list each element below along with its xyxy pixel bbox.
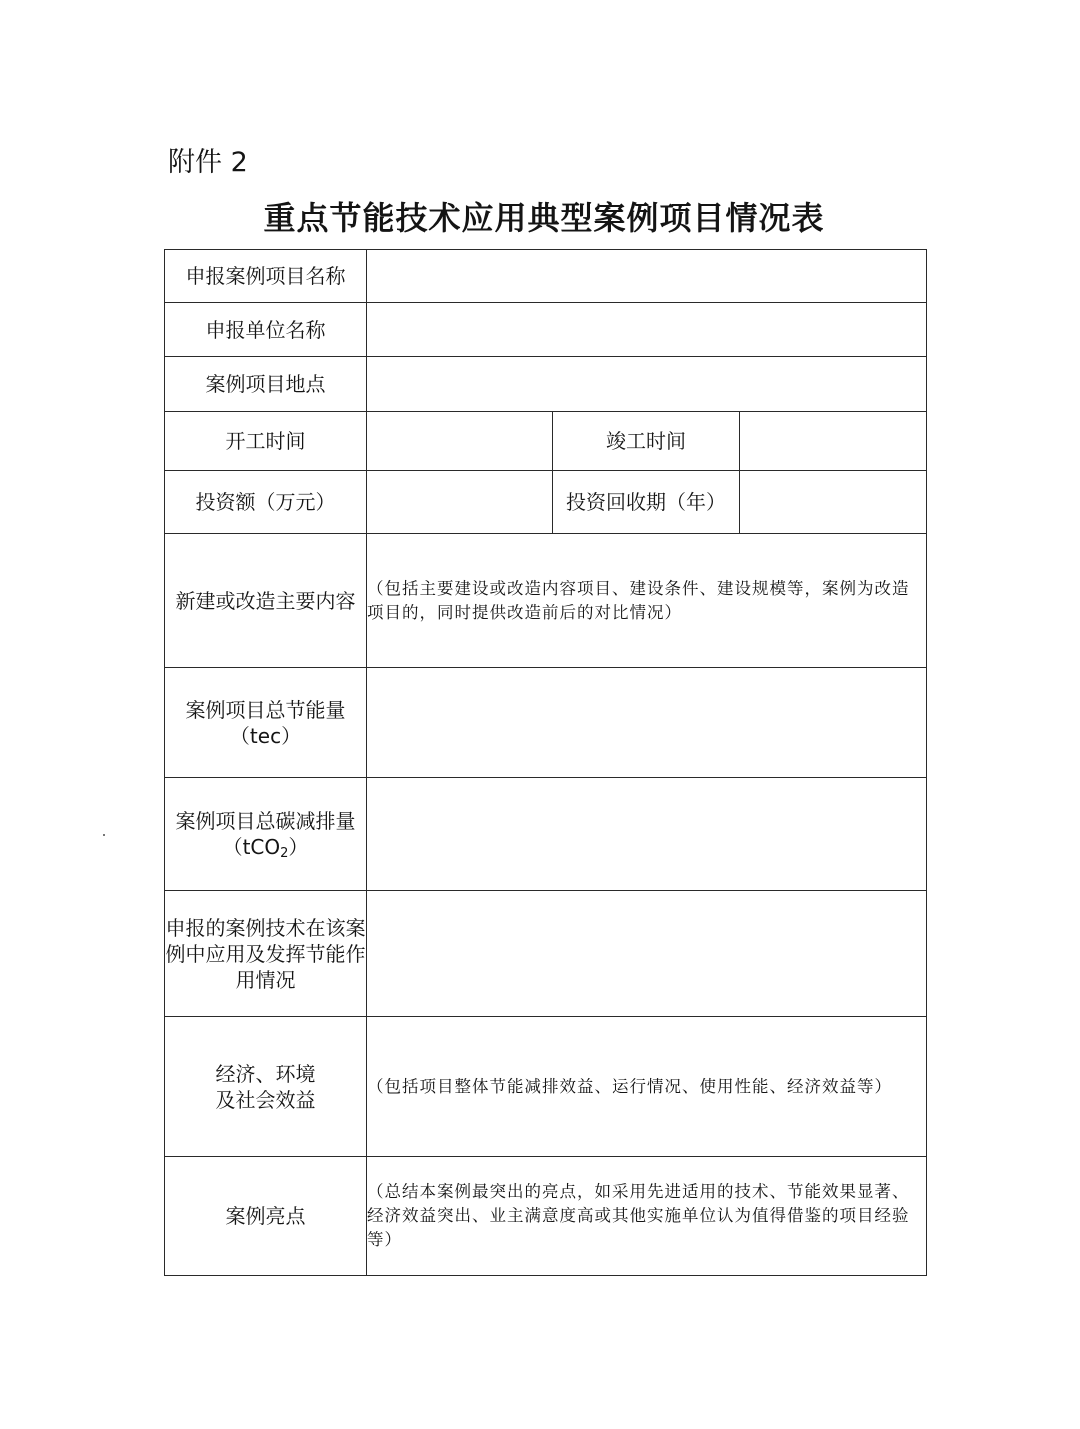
- unit-name-field[interactable]: [367, 303, 927, 357]
- location-label: 案例项目地点: [165, 357, 367, 412]
- benefits-field[interactable]: （包括项目整体节能减排效益、运行情况、使用性能、经济效益等）: [367, 1017, 927, 1157]
- energy-saving-field[interactable]: [367, 668, 927, 778]
- attachment-label: 附件 2: [168, 147, 248, 178]
- main-content-label: 新建或改造主要内容: [165, 534, 367, 668]
- benefits-label-line1: 经济、环境: [215, 1061, 316, 1086]
- payback-field[interactable]: [740, 471, 927, 534]
- carbon-reduction-label-main: 案例项目总碳减排量: [175, 809, 356, 833]
- investment-field[interactable]: [367, 471, 553, 534]
- tech-application-field[interactable]: [367, 891, 927, 1017]
- table-row: [165, 1157, 927, 1276]
- energy-saving-label-unit: （tec）: [229, 723, 302, 748]
- project-name-label: 申报案例项目名称: [165, 250, 367, 303]
- investment-label: 投资额（万元）: [165, 471, 367, 534]
- carbon-unit-subscript: 2: [280, 846, 289, 861]
- table-row: [165, 471, 927, 534]
- payback-label: 投资回收期（年）: [553, 471, 740, 534]
- benefits-label-line2: 及社会效益: [215, 1087, 316, 1112]
- unit-name-label: 申报单位名称: [165, 303, 367, 357]
- carbon-unit-suffix: ）: [288, 835, 309, 859]
- table-row: [165, 891, 927, 1017]
- case-info-table: [164, 249, 927, 1276]
- benefits-label: [165, 1017, 367, 1157]
- project-name-field[interactable]: [367, 250, 927, 303]
- carbon-reduction-label: [165, 778, 367, 891]
- table-row: [165, 1017, 927, 1157]
- start-time-field[interactable]: [367, 412, 553, 471]
- table-row: [165, 668, 927, 778]
- table-row: [165, 412, 927, 471]
- location-field[interactable]: [367, 357, 927, 412]
- table-row: [165, 778, 927, 891]
- highlights-label: 案例亮点: [165, 1157, 367, 1276]
- completion-time-label: 竣工时间: [553, 412, 740, 471]
- scan-speck: [103, 834, 105, 836]
- start-time-label: 开工时间: [165, 412, 367, 471]
- tech-application-label: 申报的案例技术在该案例中应用及发挥节能作用情况: [165, 891, 367, 1017]
- table-row: [165, 357, 927, 412]
- carbon-unit-prefix: （tCO: [222, 835, 281, 859]
- table-row: [165, 303, 927, 357]
- energy-saving-label: [165, 668, 367, 778]
- table-row: [165, 250, 927, 303]
- highlights-field[interactable]: （总结本案例最突出的亮点，如采用先进适用的技术、节能效果显著、经济效益突出、业主满意度高或其他实施单位认为值得借鉴的项目经验等）: [367, 1157, 927, 1276]
- table-row: [165, 534, 927, 668]
- energy-saving-label-main: 案例项目总节能量: [185, 697, 346, 722]
- carbon-reduction-field[interactable]: [367, 778, 927, 891]
- completion-time-field[interactable]: [740, 412, 927, 471]
- main-content-field[interactable]: （包括主要建设或改造内容项目、建设条件、建设规模等，案例为改造项目的，同时提供改造前后的对比情况）: [367, 534, 927, 668]
- form-title: 重点节能技术应用典型案例项目情况表: [263, 199, 825, 237]
